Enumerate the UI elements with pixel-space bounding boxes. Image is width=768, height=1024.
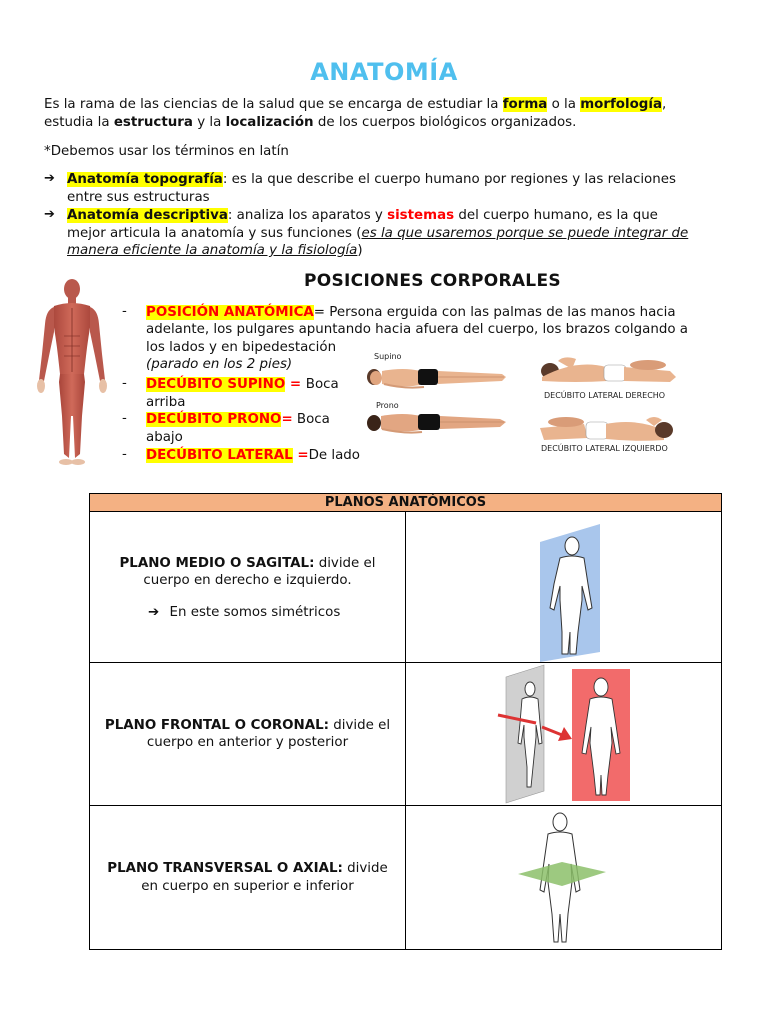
arrow-right-icon: ➔ <box>148 604 160 620</box>
paren-open: ( <box>356 225 362 241</box>
plano-frontal-text <box>90 717 405 752</box>
list-dash: - <box>122 447 127 462</box>
caption-supino: Supino <box>374 352 402 361</box>
caption-lateral-derecho: DECÚBITO LATERAL DERECHO <box>544 391 666 400</box>
position-text: los lados y en bipedestación <box>146 340 337 355</box>
table-header-row <box>90 494 722 512</box>
plano-desc: en cuerpo en superior e inferior <box>141 878 354 894</box>
intro-paragraph <box>44 96 734 132</box>
table-row <box>90 663 722 806</box>
page-title: ANATOMÍA <box>310 58 458 86</box>
position-text-italic: (parado en los 2 pies) <box>146 357 293 372</box>
equals: = <box>285 377 306 392</box>
term-morfologia: morfología <box>580 97 663 112</box>
sagittal-plane-icon <box>406 512 720 662</box>
term-anatomia-descriptiva: Anatomía descriptiva <box>67 208 228 223</box>
term-forma: forma <box>502 97 548 112</box>
decubito-prono <box>146 411 356 446</box>
intro-text: estudia la <box>44 115 114 130</box>
table-cell <box>90 512 406 663</box>
italic-note: es la que usaremos porque se puede integrar de <box>361 225 689 241</box>
decubito-lateral <box>146 447 376 465</box>
term-posicion-anatomica: POSICIÓN ANATÓMICA <box>146 305 314 320</box>
table-cell <box>406 663 722 806</box>
table-cell <box>406 806 722 950</box>
term-sistemas: sistemas <box>387 208 455 223</box>
plano-note-text: En este somos simétricos <box>169 604 341 620</box>
intro-text: Es la rama de las ciencias de la salud que se encarga de estudiar la <box>44 97 503 112</box>
position-text: Boca <box>292 412 330 427</box>
position-text: = Persona erguida con las palmas de las manos hacia <box>313 305 676 320</box>
table-row <box>90 512 722 663</box>
coronal-plane-icon <box>406 663 720 805</box>
transverse-plane-icon <box>406 806 720 949</box>
position-text: Boca <box>305 377 339 392</box>
term-decubito-supino: DECÚBITO SUPINO <box>146 377 286 392</box>
equals: = <box>292 448 309 463</box>
bullet-text: : analiza los aparatos y <box>227 208 388 223</box>
plano-desc: divide el <box>314 555 376 571</box>
term-decubito-prono: DECÚBITO PRONO <box>146 412 282 427</box>
bullet-text: entre sus estructuras <box>67 189 210 205</box>
term-plano-transversal: PLANO TRANSVERSAL O AXIAL: <box>107 861 343 876</box>
bullet-text: del cuerpo humano, es la que <box>454 208 658 223</box>
bullet-descriptiva <box>67 207 737 260</box>
caption-prono: Prono <box>376 401 399 410</box>
intro-text: , <box>662 97 667 112</box>
plano-desc: divide el <box>329 717 391 733</box>
bullet-topografia <box>67 171 737 206</box>
arrow-right-icon: ➔ <box>44 171 55 186</box>
lateral-left-body-icon <box>536 408 678 444</box>
caption-lateral-izquierdo: DECÚBITO LATERAL IZQUIERDO <box>541 444 668 453</box>
arrow-right-icon: ➔ <box>44 207 55 222</box>
equals: = <box>281 412 293 427</box>
posicion-anatomica <box>146 304 716 322</box>
intro-text: o la <box>547 97 581 112</box>
list-dash: - <box>122 376 127 391</box>
prone-body-icon <box>364 408 510 436</box>
term-anatomia-topografia: Anatomía topografía <box>67 172 223 187</box>
italic-note: manera eficiente la anatomía y la fisiología <box>67 243 358 258</box>
term-plano-frontal: PLANO FRONTAL O CORONAL: <box>104 717 329 733</box>
list-dash: - <box>122 411 127 426</box>
plano-desc: divide <box>342 861 388 876</box>
muscle-figure-icon <box>30 276 114 470</box>
position-text: De lado <box>308 448 361 463</box>
table-cell <box>90 806 406 950</box>
table-row <box>90 806 722 950</box>
table-cell <box>406 512 722 663</box>
planos-table <box>89 493 722 950</box>
latin-note: *Debemos usar los términos en latín <box>44 144 289 159</box>
term-plano-sagital: PLANO MEDIO O SAGITAL: <box>119 555 315 571</box>
supine-body-icon <box>364 361 510 391</box>
section-heading-posiciones: POSICIONES CORPORALES <box>304 271 561 291</box>
plano-note <box>90 605 405 620</box>
plano-desc: cuerpo en derecho e izquierdo. <box>143 573 352 588</box>
position-text: arriba <box>146 394 186 410</box>
bullet-text: mejor articula la anatomía y sus funciones <box>67 225 357 241</box>
table-header: PLANOS ANATÓMICOS <box>90 494 722 512</box>
bullet-text: : es la que describe el cuerpo humano por regiones y las relaciones <box>222 172 676 187</box>
table-cell <box>90 663 406 806</box>
term-decubito-lateral: DECÚBITO LATERAL <box>146 448 293 463</box>
plano-transversal-text <box>90 860 405 895</box>
intro-text: de los cuerpos biológicos organizados. <box>313 115 577 130</box>
decubito-supino <box>146 376 356 411</box>
lateral-right-body-icon <box>536 349 678 387</box>
paren-close: ) <box>357 243 363 258</box>
plano-desc: cuerpo en anterior y posterior <box>146 735 349 750</box>
intro-text: y la <box>192 115 226 130</box>
position-text: abajo <box>146 429 183 445</box>
list-dash: - <box>122 304 127 319</box>
plano-sagital-text <box>90 555 405 590</box>
term-estructura: estructura <box>113 115 193 130</box>
term-localizacion: localización <box>225 115 314 130</box>
position-text: adelante, los pulgares apuntando hacia afuera del cuerpo, los brazos colgando a <box>146 322 688 337</box>
